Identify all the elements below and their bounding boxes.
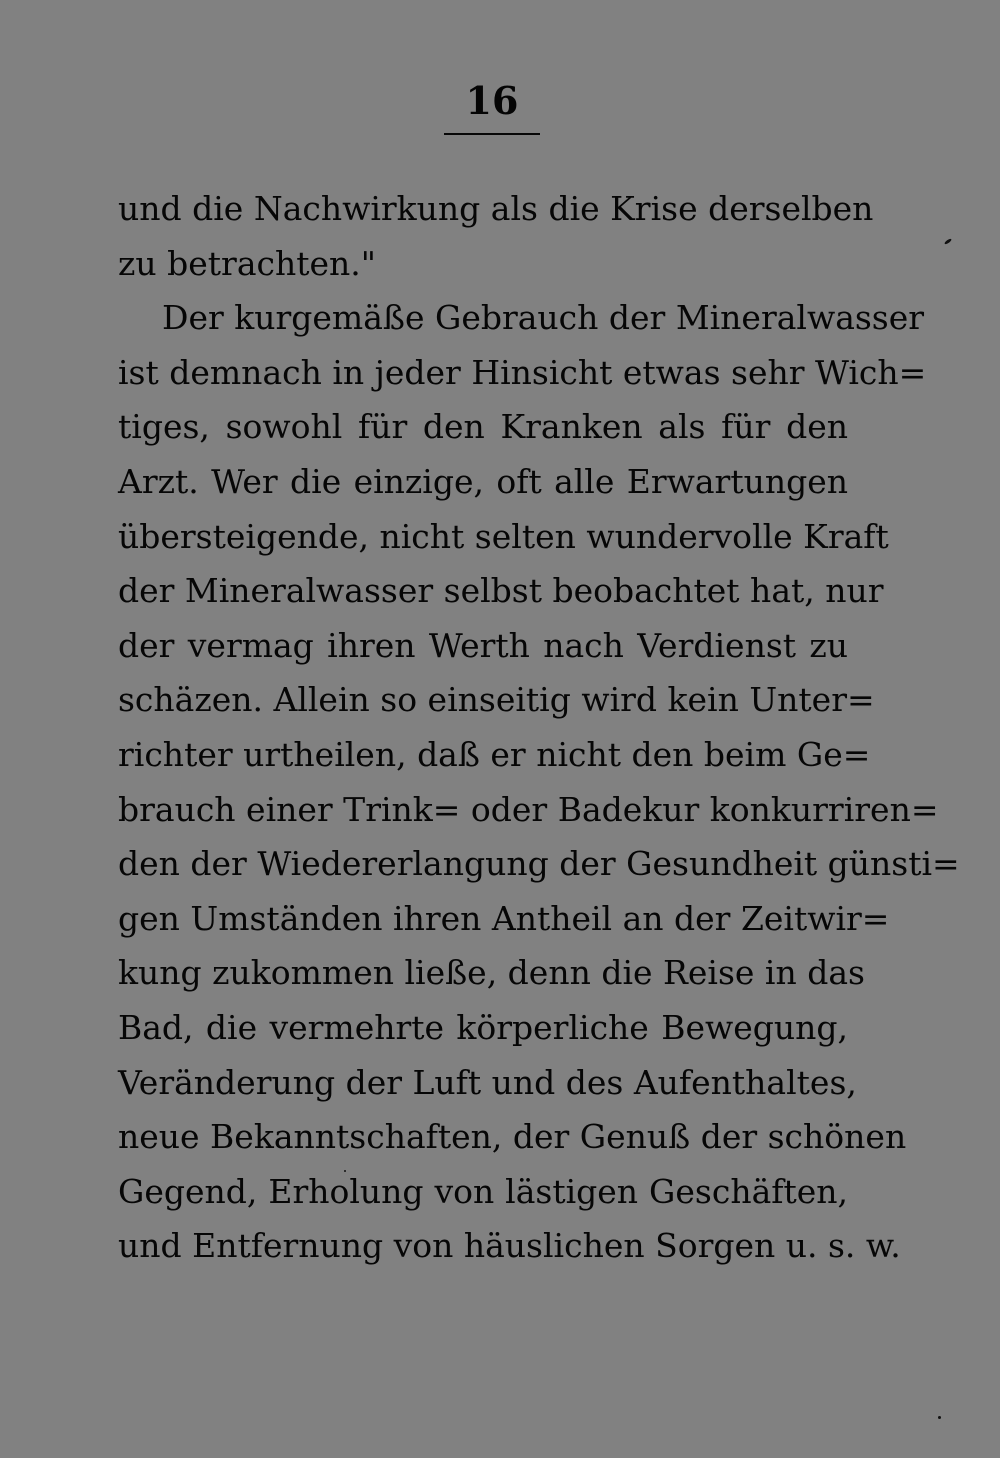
text-line: brauch einer Trink= oder Badekur konkurriren= [118,789,939,829]
text-line: den der Wiedererlangung der Gesundheit günsti= [118,844,960,884]
text-line: gen Umständen ihren Antheil an der Zeitwir= [118,898,890,938]
scan-speck [944,238,952,245]
text-line: Der kurgemäße Gebrauch der Mineralwasser [162,298,925,338]
page-number-rule [444,133,540,135]
text-line: der vermag ihren Werth nach Verdienst zu [118,625,848,665]
text-line: neue Bekanntschaften, der Genuß der schönen [118,1117,907,1157]
text-line: der Mineralwasser selbst beobachtet hat, nur [118,571,884,611]
text-line: übersteigende, nicht selten wundervolle Kraft [118,516,889,556]
scan-speck [344,1170,346,1172]
body-text [118,182,960,1274]
text-line: ist demnach in jeder Hinsicht etwas sehr Wich= [118,352,927,392]
text-line: Gegend, Erholung von lästigen Geschäften, [118,1171,848,1211]
scan-speck [938,1416,941,1419]
text-line: richter urtheilen, daß er nicht den beim Ge= [118,734,871,774]
text-line: und Entfernung von häuslichen Sorgen u. s. w. [118,1226,901,1266]
text-line: und die Nachwirkung als die Krise derselben [118,189,874,228]
page-number: 16 [465,78,519,123]
text-line: zu betrachten." [118,243,376,283]
text-line: tiges, sowohl für den Kranken als für den [118,407,848,447]
text-line: kung zukommen ließe, denn die Reise in das [118,953,865,993]
text-line: Arzt. Wer die einzige, oft alle Erwartungen [118,461,848,501]
text-line: schäzen. Allein so einseitig wird kein Unter= [118,680,875,720]
text-line: Veränderung der Luft und des Aufenthaltes, [118,1062,857,1102]
text-line: Bad, die vermehrte körperliche Bewegung, [118,1007,848,1047]
